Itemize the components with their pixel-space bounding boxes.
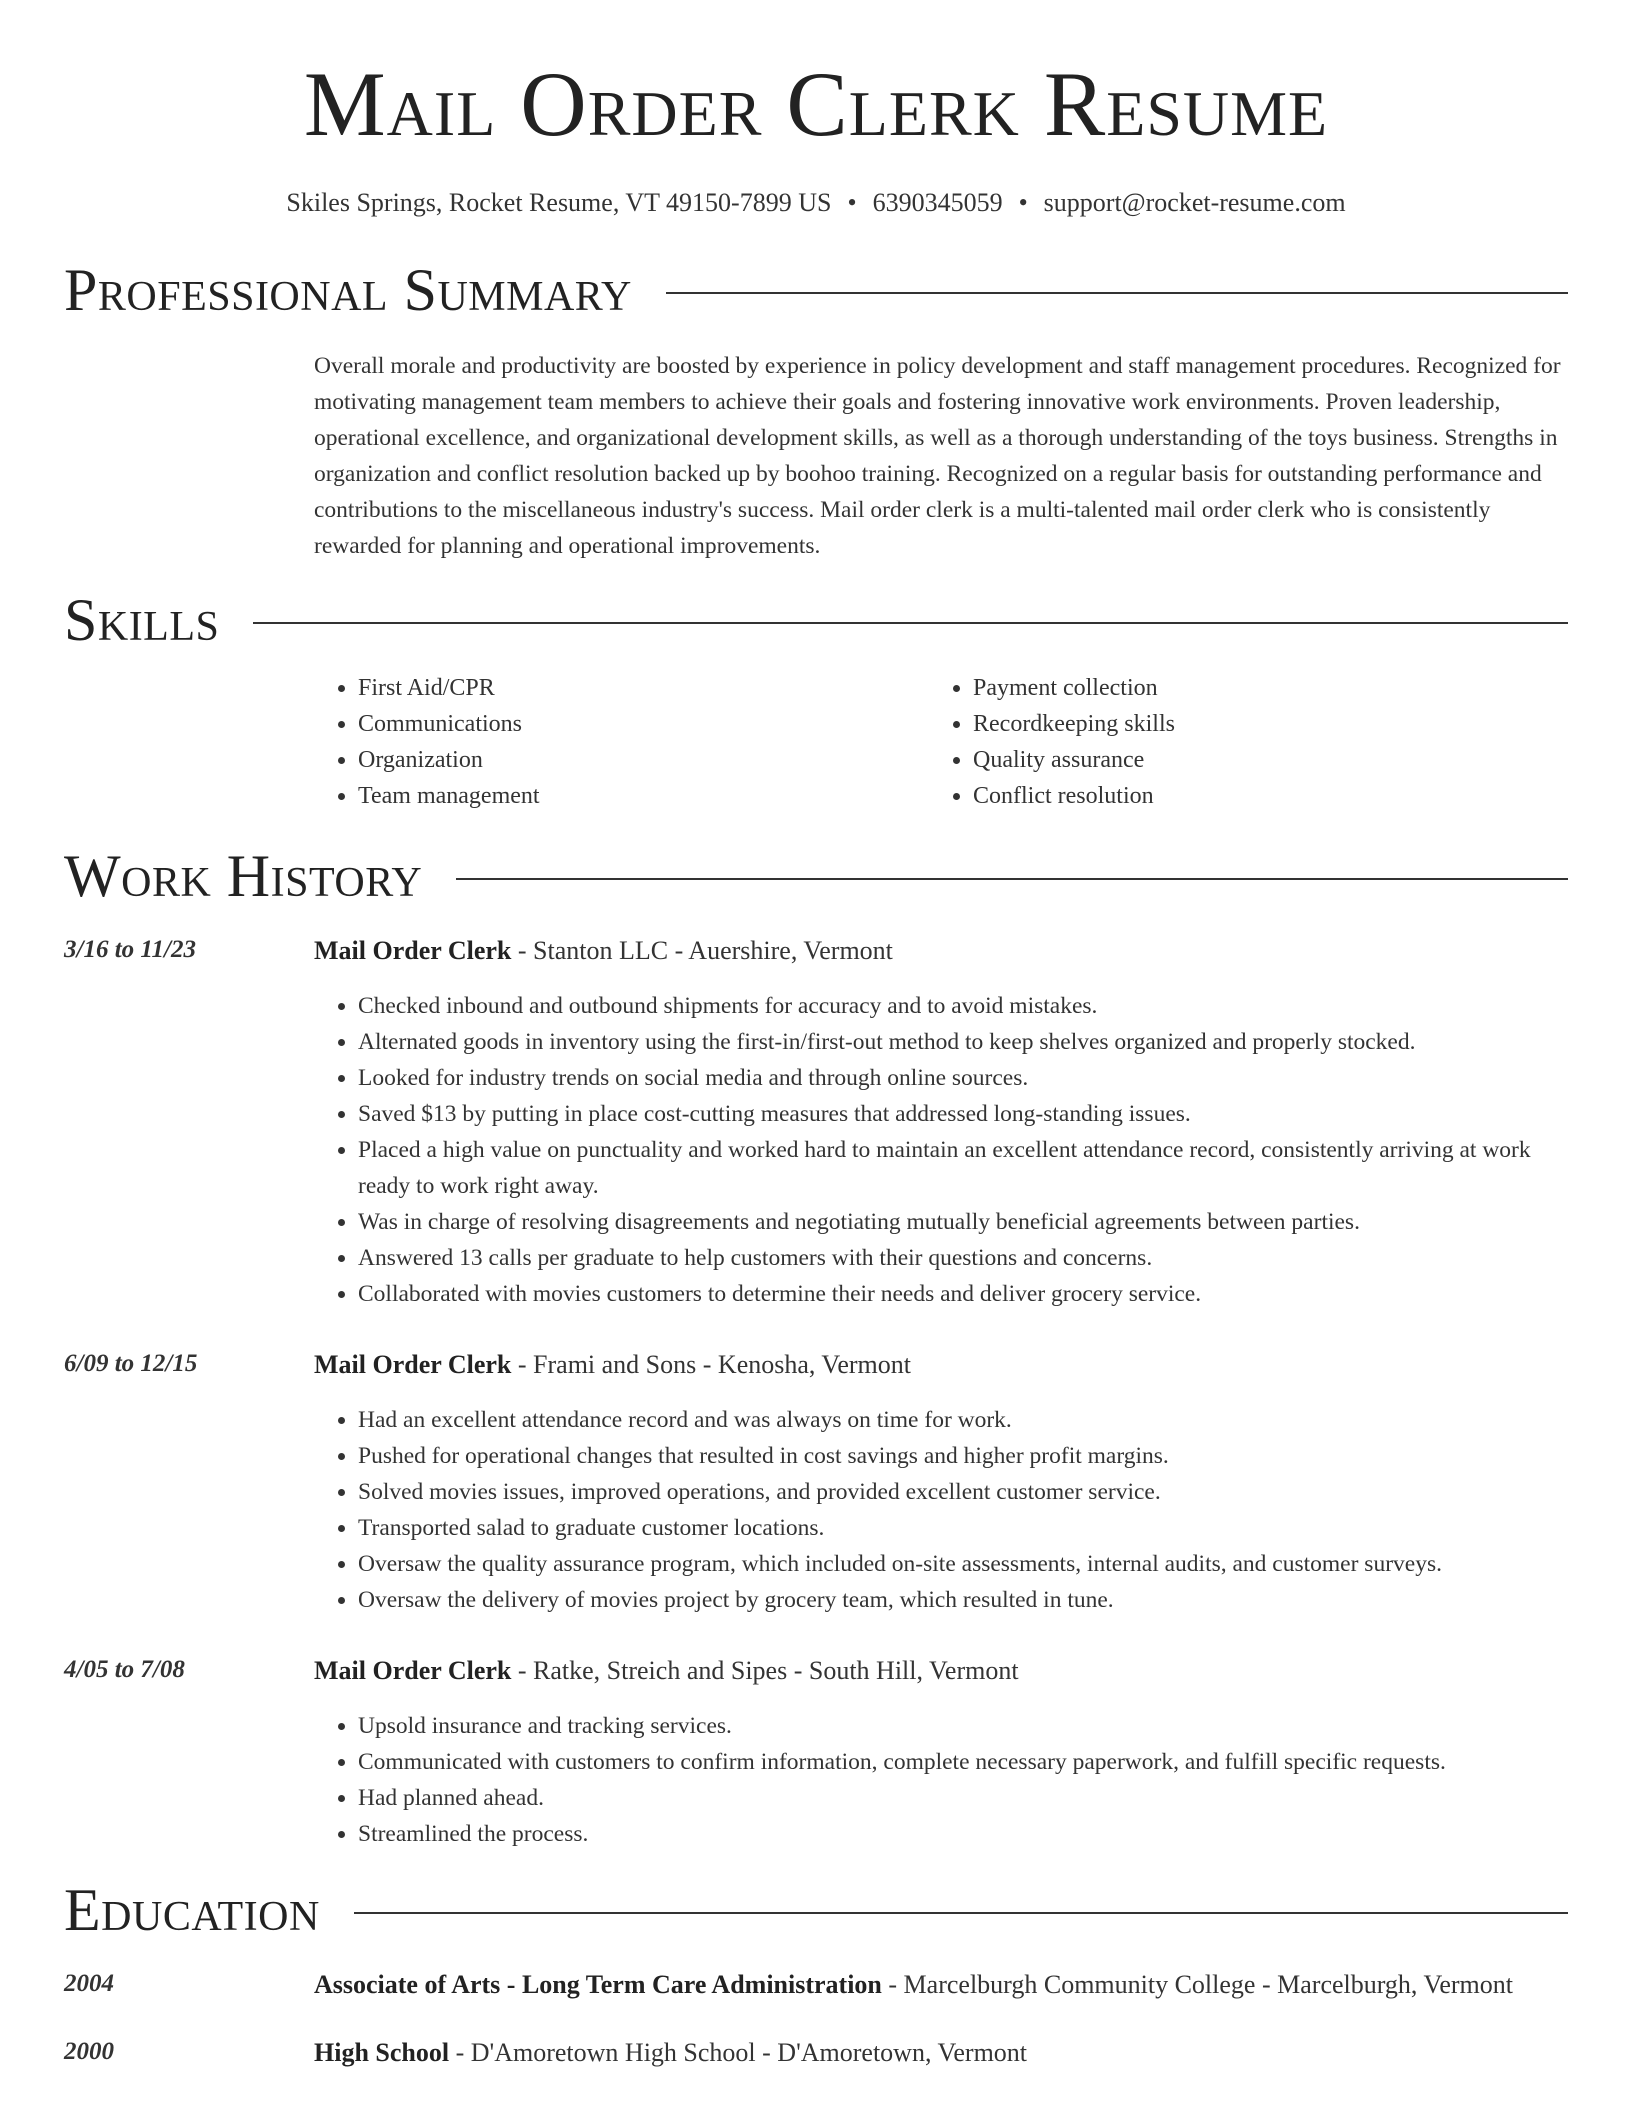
skills-heading: Skills — [64, 586, 220, 653]
education-line — [314, 2038, 1027, 2068]
job-entry — [64, 1350, 1568, 1618]
education-degree: High School — [314, 2037, 450, 2067]
job-bullet: • Was in charge of resolving disagreements and negotiating mutually beneficial agreements between parties. — [358, 1204, 1568, 1240]
job-entry — [64, 1656, 1568, 1852]
job-bullet: • Had an excellent attendance record and was always on time for work. — [358, 1402, 1568, 1438]
job-company: - Ratke, Streich and Sipes - South Hill, Vermont — [511, 1655, 1019, 1685]
summary-section-header — [64, 256, 1568, 323]
skill-item: • Organization — [358, 742, 929, 778]
job-header — [64, 936, 1568, 966]
job-bullet: • Streamlined the process. — [358, 1816, 1568, 1852]
job-bullet: • Answered 13 calls per graduate to help customers with their questions and concerns. — [358, 1240, 1568, 1276]
education-heading: Education — [64, 1876, 320, 1943]
skill-item: • First Aid/CPR — [358, 670, 929, 706]
job-bullet: • Saved $13 by putting in place cost-cutting measures that addressed long-standing issues. — [358, 1096, 1568, 1132]
job-bullets — [314, 988, 1568, 1312]
education-school: - Marcelburgh Community College - Marcelburgh, Vermont — [881, 1969, 1513, 1999]
summary-text: Overall morale and productivity are boosted by experience in policy development and staff management procedures. Recognized for motivating management team members to achieve their goals and fostering innovative work environments. Proven leadership, operational excellence, and organizational development skills, as well as a thorough understanding of the toys business. Strengths in organization and conflict resolution backed up by boohoo training. Recognized on a regular basis for outstanding performance and contributions to the miscellaneous industry's success. Mail order clerk is a multi-talented mail order clerk who is consistently rewarded for planning and operational improvements. — [314, 352, 1561, 559]
education-entry — [64, 1970, 1568, 2000]
skill-item: • Recordkeeping skills — [973, 706, 1544, 742]
contact-email: support@rocket-resume.com — [1043, 187, 1346, 217]
skill-item: • Payment collection — [973, 670, 1544, 706]
contact-separator: • — [847, 187, 857, 217]
job-title: Mail Order Clerk — [314, 1655, 512, 1685]
skills-column-left — [314, 670, 929, 814]
job-bullet: • Upsold insurance and tracking services. — [358, 1708, 1568, 1744]
section-divider — [354, 1912, 1568, 1914]
skills-list — [314, 670, 1568, 814]
job-bullet: • Collaborated with movies customers to determine their needs and deliver grocery service. — [358, 1276, 1568, 1312]
skill-item: • Quality assurance — [973, 742, 1544, 778]
section-divider — [456, 878, 1568, 880]
contact-line — [64, 188, 1568, 218]
job-bullet: • Looked for industry trends on social media and through online sources. — [358, 1060, 1568, 1096]
job-entry — [64, 936, 1568, 1312]
job-bullet: • Solved movies issues, improved operations, and provided excellent customer service. — [358, 1474, 1568, 1510]
job-bullet: • Transported salad to graduate customer locations. — [358, 1510, 1568, 1546]
job-title-line — [314, 1350, 911, 1380]
job-bullet: • Alternated goods in inventory using the first-in/first-out method to keep shelves organized and properly stocked. — [358, 1024, 1568, 1060]
job-title-line — [314, 936, 893, 966]
job-bullet: • Checked inbound and outbound shipments for accuracy and to avoid mistakes. — [358, 988, 1568, 1024]
section-divider — [666, 292, 1568, 294]
job-header — [64, 1656, 1568, 1686]
skill-item: • Team management — [358, 778, 929, 814]
job-header — [64, 1350, 1568, 1380]
job-title: Mail Order Clerk — [314, 935, 512, 965]
job-bullet: • Had planned ahead. — [358, 1780, 1568, 1816]
job-bullet: • Oversaw the delivery of movies project by grocery team, which resulted in tune. — [358, 1582, 1568, 1618]
education-section-header — [64, 1876, 1568, 1943]
contact-address: Skiles Springs, Rocket Resume, VT 49150-7899 US — [286, 187, 832, 217]
education-entry — [64, 2038, 1568, 2068]
job-bullet: • Oversaw the quality assurance program, which included on-site assessments, internal audits, and customer surveys. — [358, 1546, 1568, 1582]
job-company: - Frami and Sons - Kenosha, Vermont — [511, 1349, 911, 1379]
job-bullets — [314, 1708, 1568, 1852]
job-dates: 3/16 to 11/23 — [64, 935, 196, 963]
contact-separator: • — [1018, 187, 1028, 217]
job-bullet: • Pushed for operational changes that resulted in cost savings and higher profit margins. — [358, 1438, 1568, 1474]
job-title-line — [314, 1656, 1019, 1686]
education-year: 2004 — [64, 1969, 114, 1997]
education-degree: Associate of Arts - Long Term Care Administration — [314, 1969, 882, 1999]
job-bullets — [314, 1402, 1568, 1618]
skill-item: • Conflict resolution — [973, 778, 1544, 814]
resume-title: Mail Order Clerk Resume — [303, 53, 1329, 155]
contact-phone: 6390345059 — [872, 187, 1003, 217]
education-line — [314, 1970, 1513, 2000]
job-bullet: • Placed a high value on punctuality and worked hard to maintain an excellent attendance record, consistently arriving at work ready to work right away. — [358, 1132, 1568, 1204]
job-bullet: • Communicated with customers to confirm information, complete necessary paperwork, and fulfill specific requests. — [358, 1744, 1568, 1780]
education-year: 2000 — [64, 2037, 114, 2065]
section-divider — [253, 622, 1568, 624]
job-company: - Stanton LLC - Auershire, Vermont — [511, 935, 893, 965]
education-school: - D'Amoretown High School - D'Amoretown, Vermont — [449, 2037, 1028, 2067]
skills-column-right — [929, 670, 1544, 814]
job-dates: 4/05 to 7/08 — [64, 1655, 185, 1683]
job-title: Mail Order Clerk — [314, 1349, 512, 1379]
work-section-header — [64, 842, 1568, 909]
skill-item: • Communications — [358, 706, 929, 742]
job-dates: 6/09 to 12/15 — [64, 1349, 198, 1377]
summary-heading: Professional Summary — [64, 256, 632, 323]
skills-section-header — [64, 586, 1568, 653]
work-heading: Work History — [64, 842, 423, 909]
